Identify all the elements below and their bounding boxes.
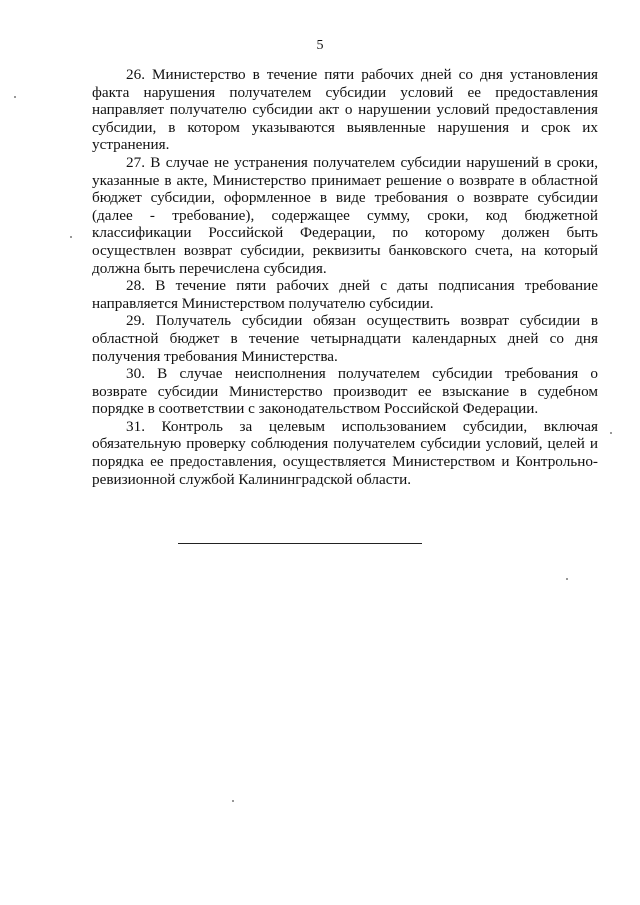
page-number: 5 [316,38,324,53]
paragraph-30: 30. В случае неисполнения получателем субсидии требования о возврате субсидии Министерство производит ее взыскание в судебном порядке в соответствии с законодательством Российской Федерации. [92,365,598,418]
paragraph-26: 26. Министерство в течение пяти рабочих дней со дня установления факта нарушения получателем субсидии условий ее предоставления направляет получателю субсидии акт о нарушении условий предоставления субсидии, в котором указываются выявленные нарушения и срок их устранения. [92,66,598,154]
paragraph-27: 27. В случае не устранения получателем субсидии нарушений в сроки, указанные в акте, Министерство принимает решение о возврате в областной бюджет субсидии, оформленное в виде требования о возврате субсидии (далее - требование), содержащее сумму, сроки, код бюджетной классификации Российской Федерации, по которому должен быть осуществлен возврат субсидии, реквизиты банковского счета, на который должна быть перечислена субсидия. [92,153,598,277]
scan-speck [566,578,568,580]
scan-speck [232,800,234,802]
scan-speck [14,96,16,98]
paragraph-28: 28. В течение пяти рабочих дней с даты подписания требование направляется Министерством получателю субсидии. [92,277,598,312]
paragraph-29: 29. Получатель субсидии обязан осуществить возврат субсидии в областной бюджет в течение четырнадцати календарных дней со дня получения требования Министерства. [92,312,598,365]
end-separator-line [178,543,422,544]
scan-speck [70,236,72,238]
document-body [92,66,598,488]
scan-speck [610,432,612,434]
paragraph-31: 31. Контроль за целевым использованием субсидии, включая обязательную проверку соблюдения получателем субсидии условий, целей и порядка ее предоставления, осуществляется Министерством и Контрольно-ревизионной службой Калининградской области. [92,417,598,488]
